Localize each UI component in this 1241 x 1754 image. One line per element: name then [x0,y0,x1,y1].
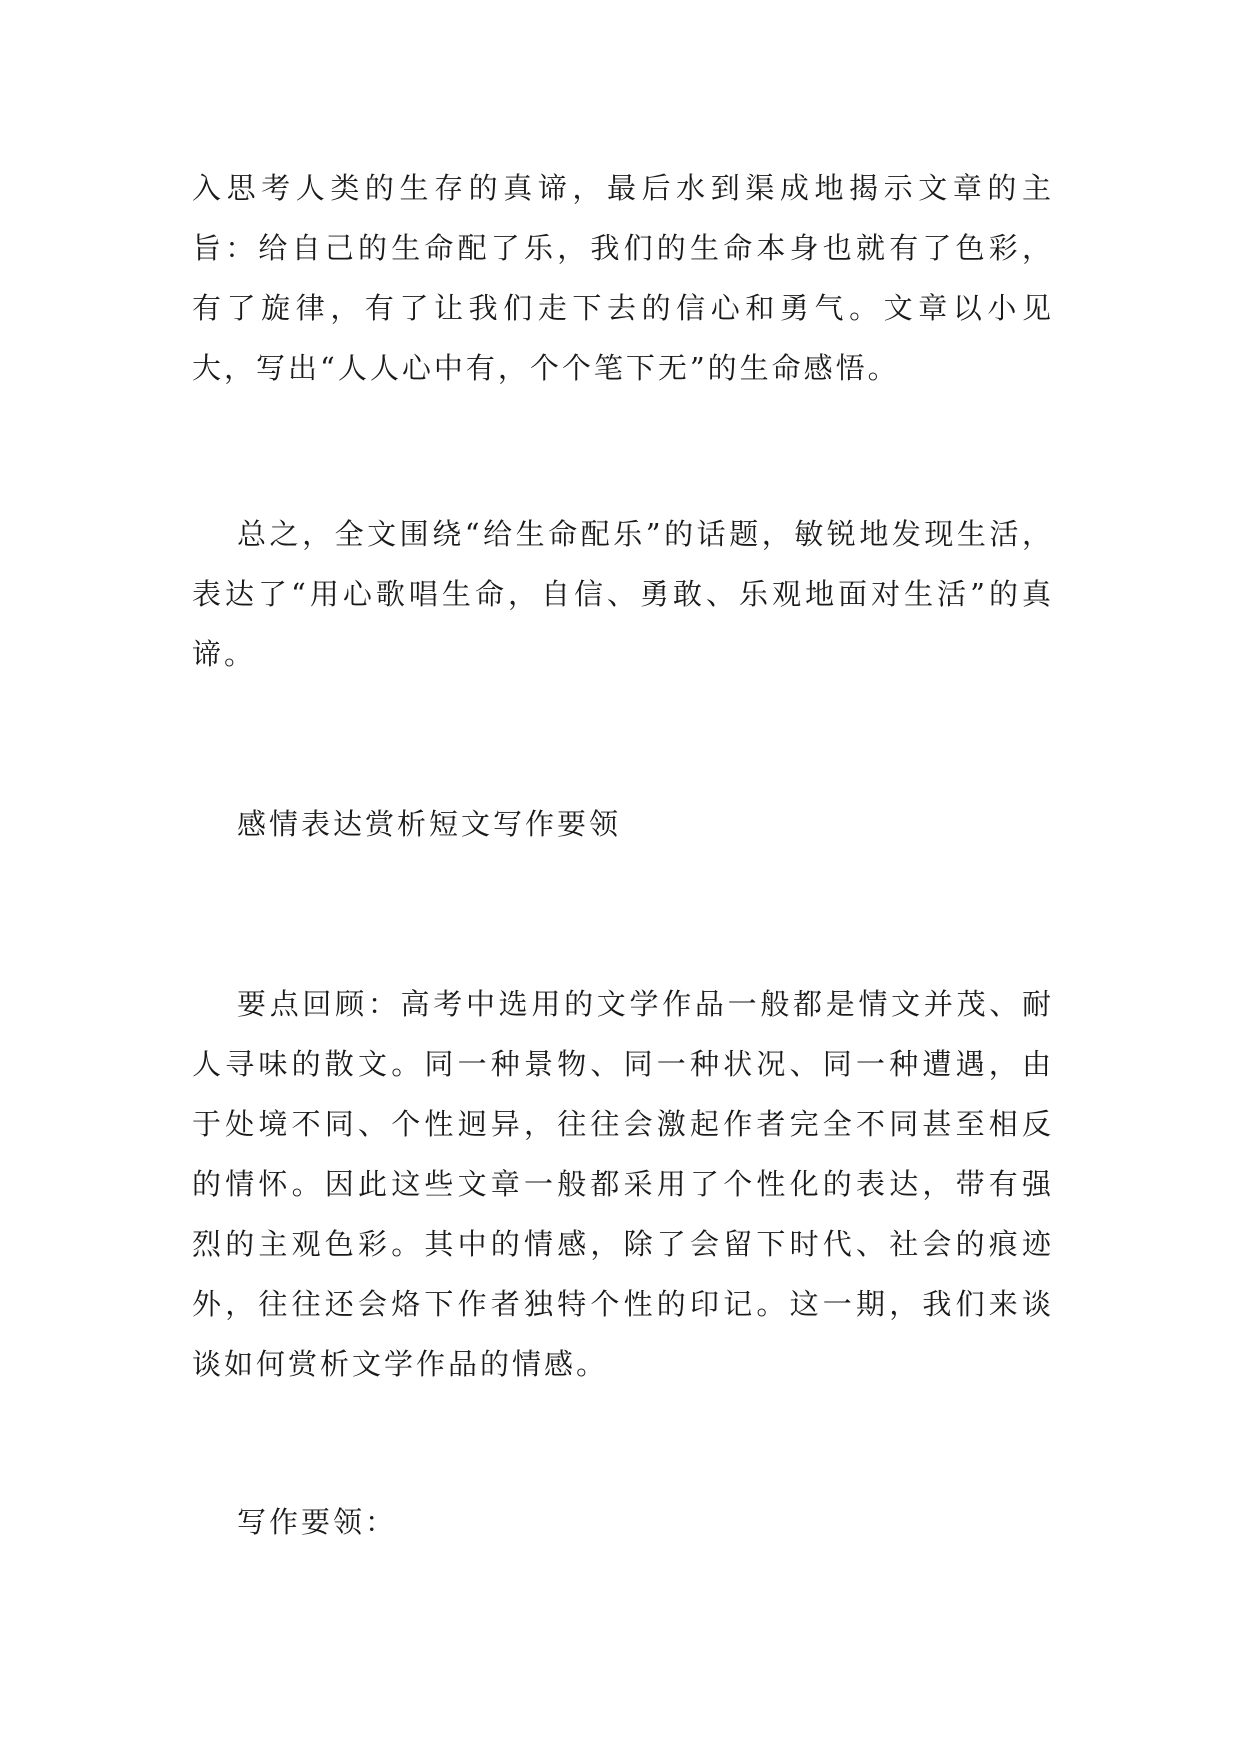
paragraph-key-points: 要点回顾：高考中选用的文学作品一般都是情文并茂、耐人寻味的散文。同一种景物、同一种状况、同一种遭遇，由于处境不同、个性迥异，往往会激起作者完全不同甚至相反的情怀。因此这些文章一般都采用了个性化的表达，带有强烈的主观色彩。其中的情感，除了会留下时代、社会的痕迹外，往往还会烙下作者独特个性的印记。这一期，我们来谈谈如何赏析文学作品的情感。 [192,987,1054,1381]
paragraph-summary: 总之，全文围绕“给生命配乐”的话题，敏锐地发现生活，表达了“用心歌唱生命，自信、勇敢、乐观地面对生活”的真谛。 [192,517,1054,671]
paragraph-continuation: 入思考人类的生存的真谛，最后水到渠成地揭示文章的主旨：给自己的生命配了乐，我们的生命本身也就有了色彩，有了旋律，有了让我们走下去的信心和勇气。文章以小见大，写出“人人心中有，个个笔下无”的生命感悟。 [192,171,1054,385]
paragraph-writing-essentials: 写作要领： [237,1505,398,1539]
section-heading: 感情表达赏析短文写作要领 [237,807,622,841]
